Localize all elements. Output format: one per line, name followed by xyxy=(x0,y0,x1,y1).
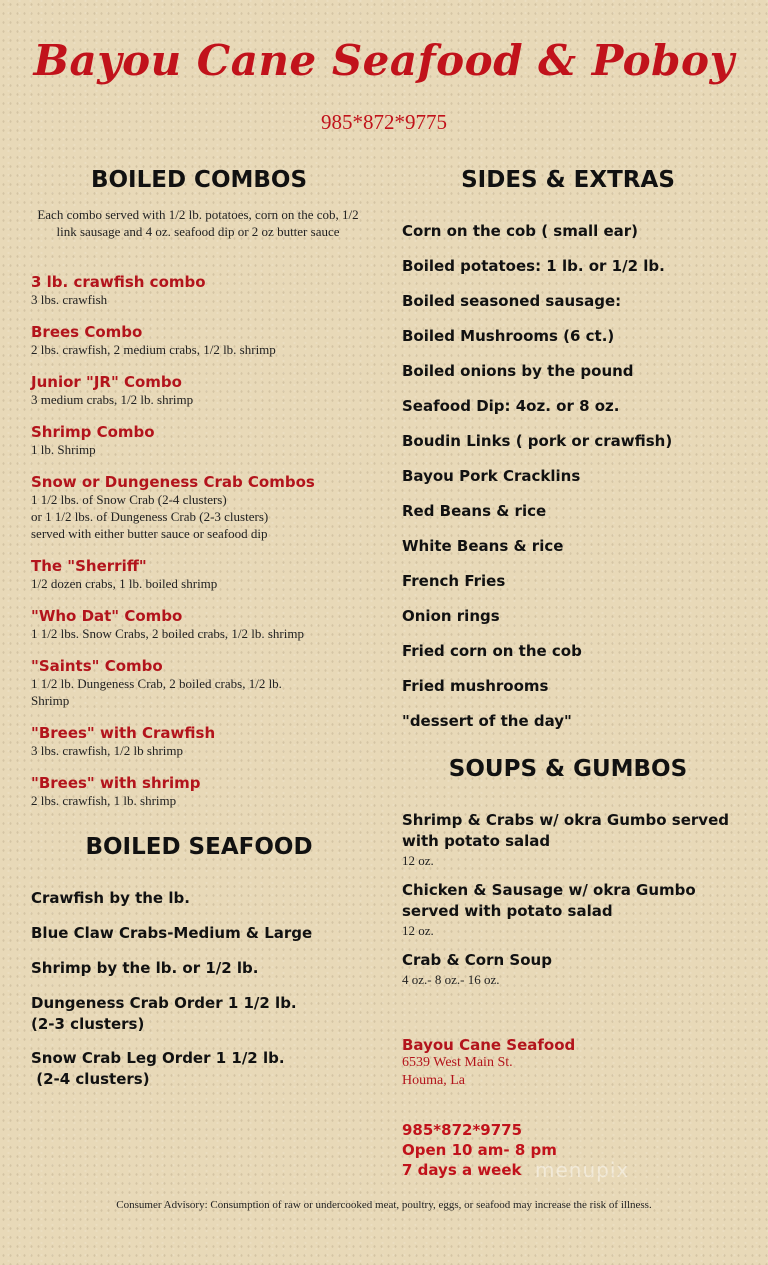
side-item: Boiled potatoes: 1 lb. or 1/2 lb. xyxy=(402,257,665,275)
combo-desc: 1 lb. Shrimp xyxy=(31,442,96,457)
combo-desc: 2 lbs. crawfish, 1 lb. shrimp xyxy=(31,793,177,808)
combo-desc: 3 lbs. crawfish xyxy=(31,292,108,307)
sides-heading: SIDES & EXTRAS xyxy=(461,167,675,193)
soups-heading: SOUPS & GUMBOS xyxy=(448,756,688,782)
combo-desc: 3 lbs. crawfish, 1/2 lb shrimp xyxy=(31,743,184,758)
soup-item xyxy=(402,880,732,939)
soup-item xyxy=(402,810,732,869)
contact-street: 6539 West Main St. xyxy=(402,1055,513,1070)
seafood-item: Snow Crab Leg Order 1 1/2 lb. (2-4 clusters) xyxy=(31,1049,285,1088)
combo-name: Shrimp Combo xyxy=(31,423,155,441)
restaurant-title: Bayou Cane Seafood & Poboy xyxy=(33,36,735,85)
combo-name: 3 lb. crawfish combo xyxy=(31,273,206,291)
combo-item xyxy=(31,774,376,809)
combo-desc: 1/2 dozen crabs, 1 lb. boiled shrimp xyxy=(31,576,218,591)
side-item: Onion rings xyxy=(402,607,500,625)
side-item: Fried corn on the cob xyxy=(402,642,582,660)
contact-name: Bayou Cane Seafood xyxy=(402,1036,576,1054)
seafood-item: Shrimp by the lb. or 1/2 lb. xyxy=(31,959,259,977)
combo-name: "Who Dat" Combo xyxy=(31,607,183,625)
seafood-item: Blue Claw Crabs-Medium & Large xyxy=(31,924,313,942)
combo-name: "Saints" Combo xyxy=(31,657,163,675)
contact-days: 7 days a week xyxy=(402,1161,522,1179)
header-phone: 985*872*9775 xyxy=(321,110,447,134)
soup-item xyxy=(402,950,732,988)
consumer-advisory: Consumer Advisory: Consumption of raw or undercooked meat, poultry, eggs, or seafood may increase the risk of illness. xyxy=(116,1199,652,1211)
side-item: Seafood Dip: 4oz. or 8 oz. xyxy=(402,397,620,415)
combo-desc: 3 medium crabs, 1/2 lb. shrimp xyxy=(31,392,194,407)
combo-item xyxy=(31,473,376,542)
side-item: Boiled Mushrooms (6 ct.) xyxy=(402,327,615,345)
seafood-item: Dungeness Crab Order 1 1/2 lb. (2-3 clusters) xyxy=(31,994,297,1033)
combo-item xyxy=(31,323,376,358)
combo-item xyxy=(31,724,376,759)
soup-name: Crab & Corn Soup xyxy=(402,951,552,969)
boiled-combos-heading: BOILED COMBOS xyxy=(90,167,308,193)
side-item: Corn on the cob ( small ear) xyxy=(402,222,639,240)
side-item: French Fries xyxy=(402,572,506,590)
combo-desc: 2 lbs. crawfish, 2 medium crabs, 1/2 lb. shrimp xyxy=(31,342,276,357)
contact-city: Houma, La xyxy=(402,1073,465,1088)
side-item: Boudin Links ( pork or crawfish) xyxy=(402,432,673,450)
contact-address xyxy=(402,1036,732,1090)
combo-item xyxy=(31,557,376,592)
side-item: White Beans & rice xyxy=(402,537,564,555)
combo-item xyxy=(31,273,376,308)
combo-name: "Brees" with Crawfish xyxy=(31,724,216,742)
combo-name: Junior "JR" Combo xyxy=(31,373,182,391)
contact-open-hours: Open 10 am- 8 pm xyxy=(402,1141,557,1159)
side-item: Fried mushrooms xyxy=(402,677,549,695)
side-item: "dessert of the day" xyxy=(402,712,572,730)
contact-phone: 985*872*9775 xyxy=(402,1121,523,1139)
combo-desc: 1 1/2 lb. Dungeness Crab, 2 boiled crabs, 1/2 lb. Shrimp xyxy=(31,676,282,708)
soup-desc: 12 oz. xyxy=(402,923,434,938)
soup-desc: 4 oz.- 8 oz.- 16 oz. xyxy=(402,972,500,987)
combo-name: Brees Combo xyxy=(31,323,143,341)
combo-item xyxy=(31,607,376,642)
combo-desc: 1 1/2 lbs. of Snow Crab (2-4 clusters) or 1 1/2 lbs. of Dungeness Crab (2-3 clusters) served with either butter sauce or seafood dip xyxy=(31,492,269,541)
soup-name: Chicken & Sausage w/ okra Gumbo served with potato salad xyxy=(402,881,696,920)
combo-item xyxy=(31,373,376,408)
soup-desc: 12 oz. xyxy=(402,853,434,868)
combo-item xyxy=(31,423,376,458)
combo-item xyxy=(31,657,376,709)
combo-name: "Brees" with shrimp xyxy=(31,774,201,792)
seafood-item: Crawfish by the lb. xyxy=(31,889,190,907)
boiled-combos-intro: Each combo served with 1/2 lb. potatoes, corn on the cob, 1/2 link sausage and 4 oz. seafood dip or 2 oz butter sauce xyxy=(37,207,359,239)
combo-name: Snow or Dungeness Crab Combos xyxy=(31,473,315,491)
side-item: Red Beans & rice xyxy=(402,502,547,520)
soup-name: Shrimp & Crabs w/ okra Gumbo served with potato salad xyxy=(402,811,729,850)
side-item: Boiled seasoned sausage: xyxy=(402,292,622,310)
side-item: Boiled onions by the pound xyxy=(402,362,634,380)
side-item: Bayou Pork Cracklins xyxy=(402,467,581,485)
combo-desc: 1 1/2 lbs. Snow Crabs, 2 boiled crabs, 1/2 lb. shrimp xyxy=(31,626,304,641)
combo-name: The "Sherriff" xyxy=(31,557,147,575)
boiled-seafood-heading: BOILED SEAFOOD xyxy=(85,834,313,860)
watermark: menupix xyxy=(535,1158,630,1182)
